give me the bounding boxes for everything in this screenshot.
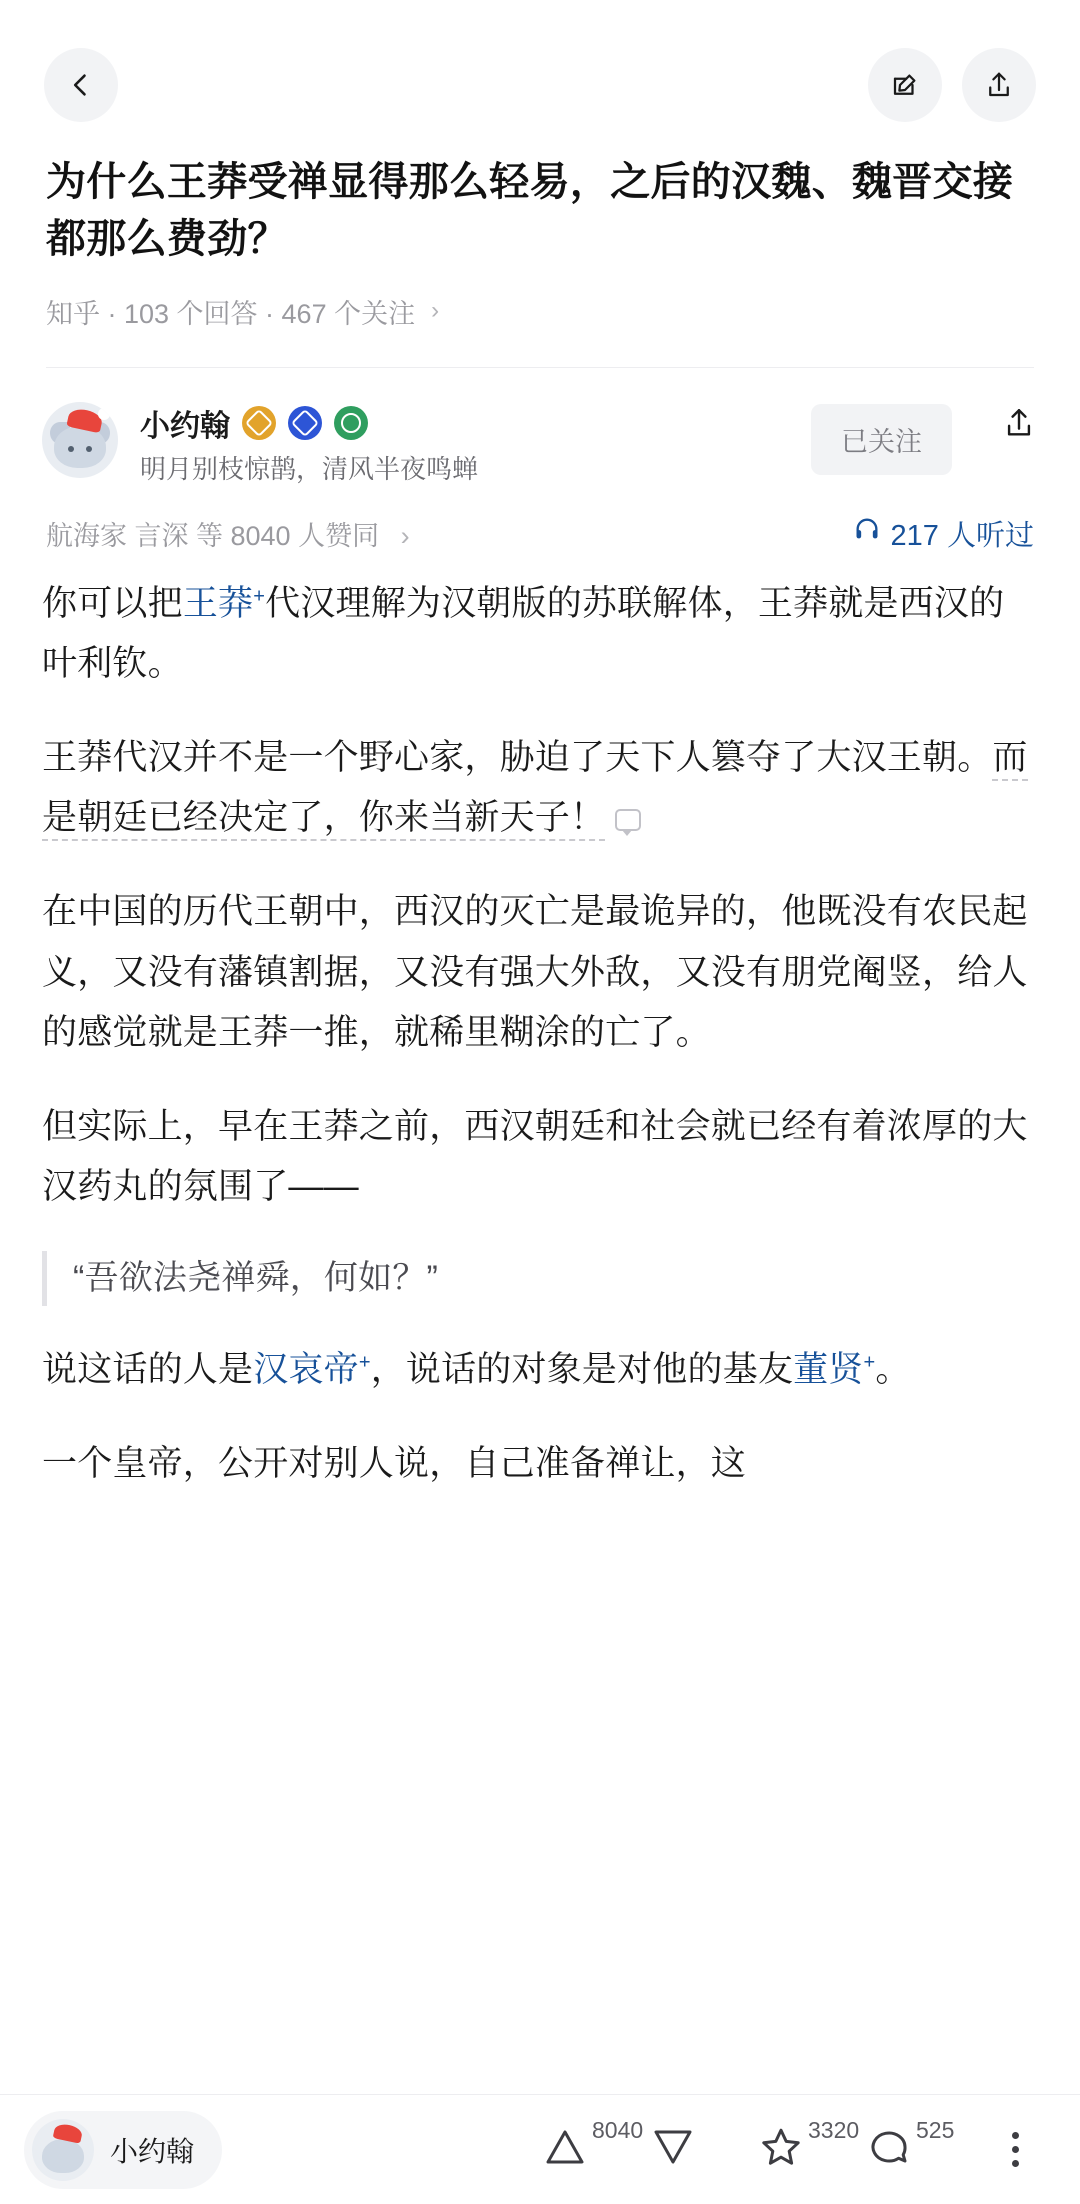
- compose-icon: [890, 70, 920, 100]
- bottom-author-chip[interactable]: [24, 2111, 222, 2189]
- voters-summary[interactable]: [46, 514, 410, 553]
- entity-link-superscript: +: [863, 1351, 876, 1374]
- share-icon: [984, 70, 1014, 100]
- paragraph-5-text-c: 。: [875, 1349, 911, 1389]
- bottom-author-name: 小约翰: [110, 2135, 195, 2167]
- paragraph-1-text-a: 你可以把: [42, 583, 183, 623]
- green-medal-badge: [334, 406, 368, 440]
- answer-paragraph-5: [42, 1340, 1038, 1400]
- listen-count[interactable]: [853, 513, 1034, 554]
- back-button[interactable]: [44, 48, 118, 122]
- entity-link-hanaidi[interactable]: 汉哀帝: [253, 1349, 359, 1389]
- headphone-icon: [853, 515, 881, 551]
- voters-text: 航海家 言深 等 8040 人赞同: [46, 520, 380, 551]
- answer-paragraph-4: 但实际上，早在王莽之前，西汉朝廷和社会就已经有着浓厚的大汉药丸的氛围了——: [42, 1107, 1028, 1207]
- answer-blockquote: “吾欲法尧禅舜，何如？”: [42, 1251, 1038, 1305]
- entity-link-superscript: +: [358, 1351, 371, 1374]
- gold-medal-badge: [242, 406, 276, 440]
- page-title: 为什么王莽受禅显得那么轻易，之后的汉魏、魏晋交接都那么费劲？: [46, 160, 1014, 261]
- share-icon: [1002, 427, 1036, 444]
- voters-row: [0, 487, 1080, 554]
- paragraph-5-text-a: 说这话的人是: [42, 1349, 254, 1389]
- question-meta[interactable]: [46, 292, 1034, 331]
- more-vertical-icon[interactable]: [992, 2132, 1038, 2167]
- chevron-right-icon: ›: [400, 520, 410, 551]
- answer-share-button[interactable]: [1002, 406, 1036, 445]
- paragraph-1-text-b: 代汉理解为汉朝版的苏联解体，王莽就是西汉的叶利钦。: [42, 583, 1005, 683]
- paragraph-2-annotated-text[interactable]: 而是朝廷已经决定了，你来当新天子！: [42, 738, 1028, 841]
- answer-paragraph-2: [42, 728, 1038, 848]
- bottom-action-bar: [0, 2094, 1080, 2204]
- inline-comment-icon[interactable]: [615, 809, 641, 831]
- favorite-count: 3320: [808, 2117, 860, 2143]
- favorite-button[interactable]: [756, 2117, 860, 2176]
- listen-count-text: 217 人听过: [890, 519, 1034, 552]
- question-header: [0, 150, 1080, 368]
- share-button[interactable]: [962, 48, 1036, 122]
- upvote-count: 8040: [592, 2117, 644, 2143]
- author-row: [0, 368, 1080, 487]
- bottom-actions: [222, 2117, 1050, 2176]
- author-bio: 明月别枝惊鹊，清风半夜鸣蝉: [140, 453, 479, 484]
- answer-paragraph-6: 一个皇帝，公开对别人说，自己准备禅让，这: [42, 1443, 747, 1483]
- compose-button[interactable]: [868, 48, 942, 122]
- paragraph-5-text-b: ，说话的对象是对他的基友: [370, 1349, 794, 1389]
- question-meta-text: 知乎 · 103 个回答 · 467 个关注: [46, 298, 416, 329]
- blue-diamond-badge: [288, 406, 322, 440]
- downvote-triangle-icon: [648, 2123, 698, 2176]
- avatar: [32, 2119, 94, 2181]
- answer-body: [0, 554, 1080, 1494]
- upvote-button[interactable]: [540, 2117, 644, 2176]
- answer-paragraph-3: 在中国的历代王朝中，西汉的灭亡是最诡异的，他既没有农民起义，又没有藩镇割据，又没有强大外敌，又没有朋党阉竖，给人的感觉就是王莽一推，就稀里糊涂的亡了。: [42, 892, 1028, 1052]
- top-bar: [0, 0, 1080, 150]
- entity-link-wangmang[interactable]: 王莽: [182, 583, 254, 623]
- chevron-right-icon: ›: [431, 297, 440, 325]
- author-name[interactable]: 小约翰: [140, 409, 230, 443]
- entity-link-superscript: +: [253, 585, 266, 608]
- chevron-left-icon: [67, 71, 95, 99]
- entity-link-dongxian[interactable]: 董贤: [793, 1349, 864, 1389]
- answer-paragraph-1: [42, 574, 1038, 694]
- comment-icon: [864, 2123, 914, 2176]
- avatar[interactable]: [42, 402, 118, 478]
- follow-button[interactable]: 已关注: [811, 404, 952, 475]
- downvote-button[interactable]: [648, 2123, 698, 2176]
- comment-button[interactable]: [864, 2117, 955, 2176]
- paragraph-2-text-a: 王莽代汉并不是一个野心家，胁迫了天下人篡夺了大汉王朝。: [42, 738, 993, 778]
- star-icon: [756, 2123, 806, 2176]
- upvote-triangle-icon: [540, 2123, 590, 2176]
- comment-count: 525: [916, 2117, 955, 2143]
